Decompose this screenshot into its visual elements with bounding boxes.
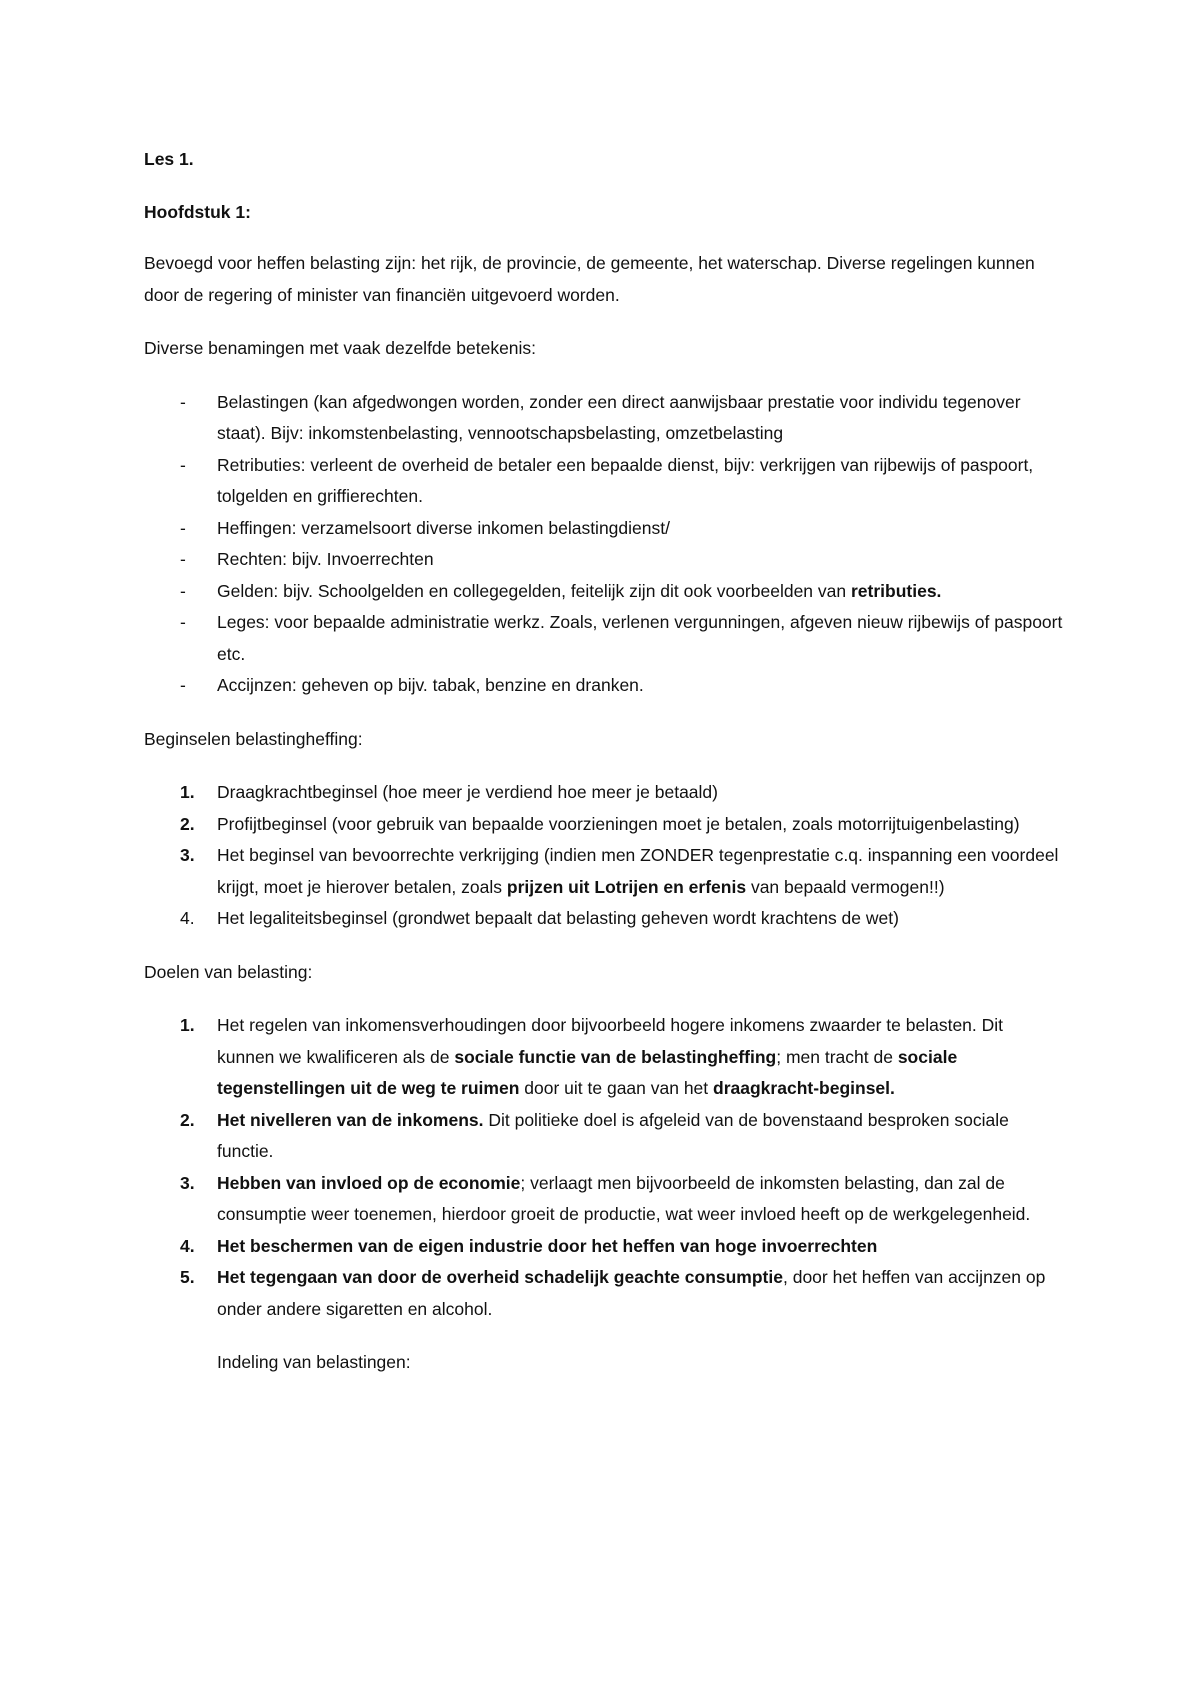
dash-marker: - bbox=[180, 391, 186, 412]
number-marker: 4. bbox=[180, 1235, 195, 1256]
list-item: - Belastingen (kan afgedwongen worden, zonder een direct aanwijsbaar prestatie voor individu tegenover staat). Bijv: inkomstenbelasting, vennootschapsbelasting, omzetbelasting bbox=[144, 387, 1064, 450]
dash-marker: - bbox=[180, 675, 186, 695]
list-item: - Accijnzen: geheven op bijv. tabak, benzine en dranken. bbox=[144, 670, 1064, 702]
names-label: Diverse benamingen met vaak dezelfde betekenis: bbox=[144, 338, 537, 358]
list-item: - Heffingen: verzamelsoort diverse inkomen belastingdienst/ bbox=[144, 513, 1064, 545]
division-label: Indeling van belastingen: bbox=[217, 1352, 411, 1372]
list-item: - Retributies: verleent de overheid de betaler een bepaalde dienst, bijv: verkrijgen van rijbewijs of paspoort, tolgelden en griffierechten. bbox=[144, 450, 1064, 513]
list-item: 4. Het beschermen van de eigen industrie door het heffen van hoge invoerrechten bbox=[144, 1231, 1064, 1263]
goals-list bbox=[144, 1010, 1064, 1325]
principles-list bbox=[144, 777, 1064, 935]
intro-paragraph: Bevoegd voor heffen belasting zijn: het rijk, de provincie, de gemeente, het waterschap. Diverse regelingen kunnen door de regering of minister van financiën uitgevoerd worden. bbox=[144, 253, 1035, 305]
list-item: - Gelden: bijv. Schoolgelden en collegegelden, feitelijk zijn dit ook voorbeelden van retributies. bbox=[144, 576, 1064, 608]
list-item: 3. Het beginsel van bevoorrechte verkrijging (indien men ZONDER tegenprestatie c.q. inspanning een voordeel krijgt, moet je hierover betalen, zoals prijzen uit Lotrijen en erfenis van bepaald vermogen!!) bbox=[144, 840, 1064, 903]
list-item: 1. Het regelen van inkomensverhoudingen door bijvoorbeeld hogere inkomens zwaarder te belasten. Dit kunnen we kwalificeren als de sociale functie van de belastingheffing; men tracht de sociale tegenstellingen uit de weg te ruimen door uit te gaan van het draagkracht-beginsel. bbox=[144, 1010, 1064, 1105]
names-list bbox=[144, 387, 1064, 702]
number-marker: 4. bbox=[180, 908, 195, 928]
goals-label: Doelen van belasting: bbox=[144, 961, 313, 982]
number-marker: 5. bbox=[180, 1267, 195, 1287]
dash-marker: - bbox=[180, 580, 186, 601]
dash-marker: - bbox=[180, 517, 186, 538]
number-marker: 1. bbox=[180, 782, 195, 802]
dash-marker: - bbox=[180, 549, 186, 569]
list-item: - Rechten: bijv. Invoerrechten bbox=[144, 544, 1064, 576]
lesson-title: Les 1. bbox=[144, 149, 194, 169]
list-item: - Leges: voor bepaalde administratie werkz. Zoals, verlenen vergunningen, afgeven nieuw rijbewijs of paspoort etc. bbox=[144, 607, 1064, 670]
list-item: 1. Draagkrachtbeginsel (hoe meer je verdiend hoe meer je betaald) bbox=[144, 777, 1064, 809]
principles-label: Beginselen belastingheffing: bbox=[144, 728, 363, 749]
list-item: 4. Het legaliteitsbeginsel (grondwet bepaalt dat belasting geheven wordt krachtens de wet) bbox=[144, 903, 1064, 935]
number-marker: 3. bbox=[180, 1172, 195, 1193]
list-item: 5. Het tegengaan van door de overheid schadelijk geachte consumptie, door het heffen van accijnzen op onder andere sigaretten en alcohol. bbox=[144, 1262, 1064, 1325]
number-marker: 3. bbox=[180, 845, 195, 865]
dash-marker: - bbox=[180, 454, 186, 475]
list-item: 2. Het nivelleren van de inkomens. Dit politieke doel is afgeleid van de bovenstaand besproken sociale functie. bbox=[144, 1105, 1064, 1168]
number-marker: 1. bbox=[180, 1015, 195, 1035]
document-body bbox=[144, 144, 1064, 1379]
number-marker: 2. bbox=[180, 1109, 195, 1130]
dash-marker: - bbox=[180, 612, 186, 632]
list-item: 3. Hebben van invloed op de economie; verlaagt men bijvoorbeeld de inkomsten belasting, dan zal de consumptie weer toenemen, hierdoor groeit de productie, wat weer invloed heeft op de werkgelegenheid. bbox=[144, 1168, 1064, 1231]
list-item: 2. Profijtbeginsel (voor gebruik van bepaalde voorzieningen moet je betalen, zoals motorrijtuigenbelasting) bbox=[144, 809, 1064, 841]
number-marker: 2. bbox=[180, 813, 195, 834]
chapter-heading: Hoofdstuk 1: bbox=[144, 201, 251, 222]
